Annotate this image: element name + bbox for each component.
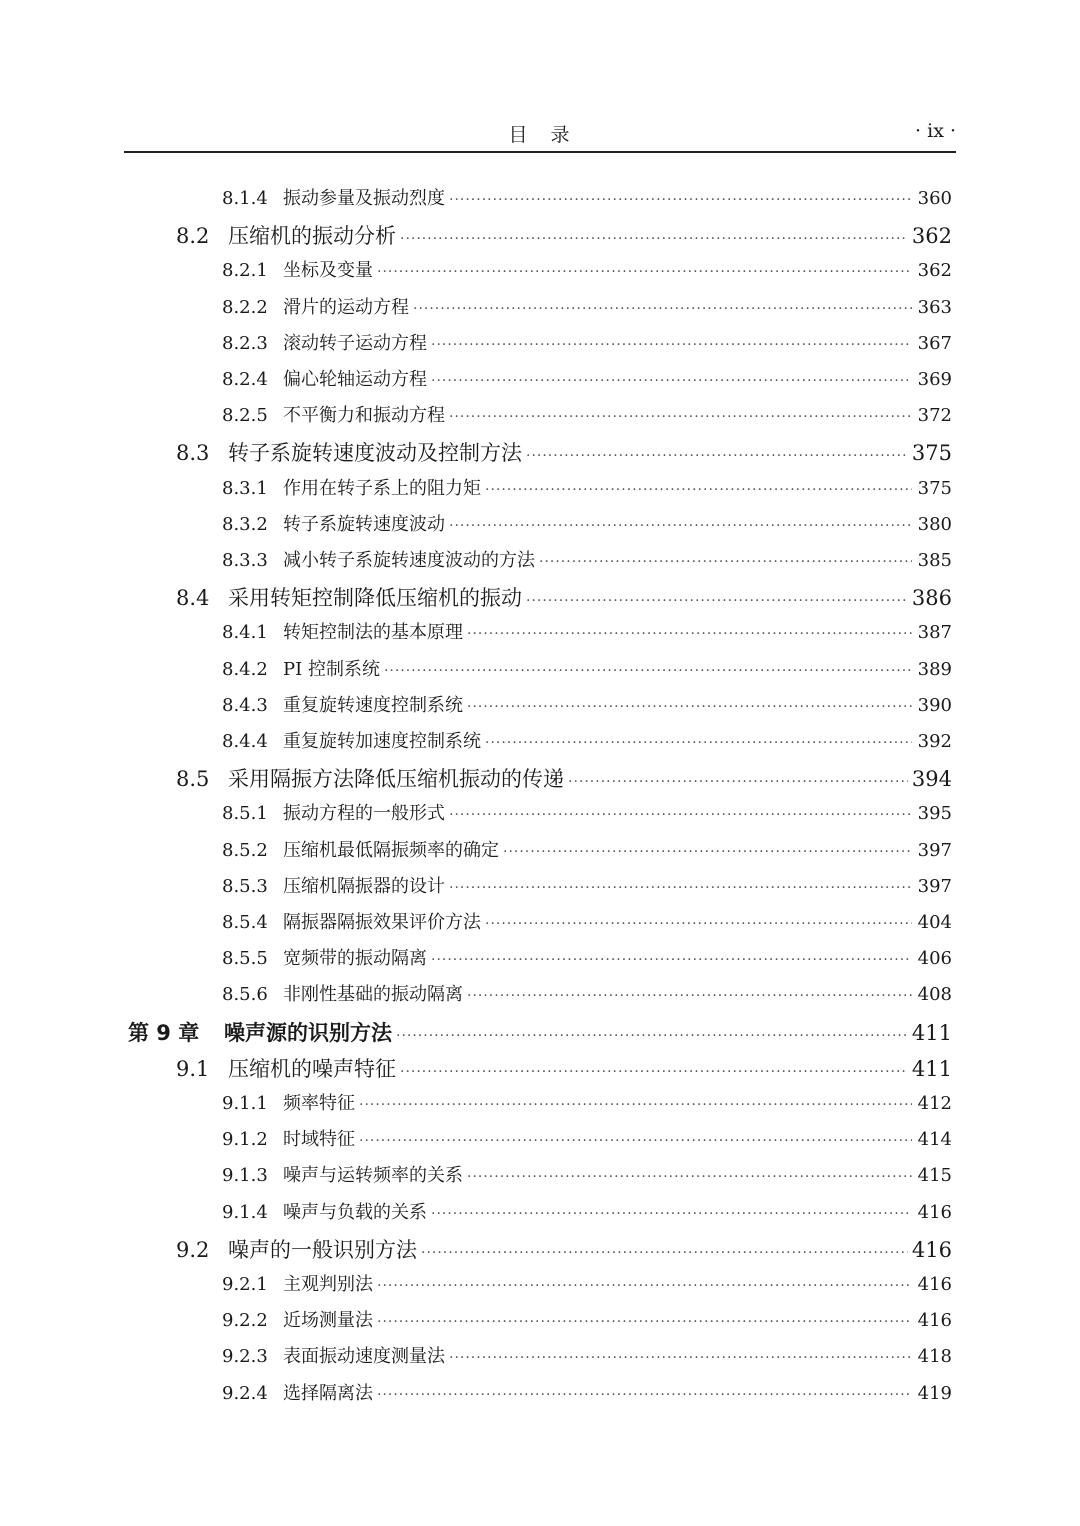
toc-entry-number: 8.2 bbox=[176, 224, 210, 249]
toc-entry-number: 8.3.2 bbox=[222, 513, 268, 535]
toc-entry-number: 8.3.1 bbox=[222, 477, 268, 499]
toc-entry-title: 主观判别法 bbox=[283, 1274, 373, 1295]
toc-dot-leader bbox=[359, 1133, 912, 1149]
toc-entry-page: 375 bbox=[917, 477, 952, 499]
toc-entry-page: 372 bbox=[917, 405, 952, 427]
toc-dot-leader bbox=[449, 192, 912, 208]
toc-entry-title: 采用隔振方法降低压缩机振动的传递 bbox=[228, 767, 564, 792]
toc-entry-title: 近场测量法 bbox=[283, 1310, 373, 1332]
toc-entry-title: 偏心轮轴运动方程 bbox=[283, 369, 427, 390]
toc-dot-leader bbox=[467, 988, 912, 1004]
toc-entry-page: 380 bbox=[917, 513, 952, 535]
toc-dot-leader bbox=[467, 699, 912, 715]
toc-entry-number: 8.5 bbox=[176, 767, 210, 792]
toc-section-entry bbox=[176, 1053, 952, 1083]
toc-entry-page: 408 bbox=[917, 984, 952, 1006]
toc-dot-leader bbox=[568, 774, 908, 790]
header-page-number: · ix · bbox=[915, 120, 956, 142]
toc-entry-page: 406 bbox=[917, 948, 952, 970]
toc-entry-page: 414 bbox=[917, 1129, 952, 1151]
toc-entry-page: 390 bbox=[917, 694, 952, 716]
toc-entry-title: 作用在转子系上的阻力矩 bbox=[283, 477, 481, 499]
toc-entry-page: 419 bbox=[917, 1382, 952, 1404]
toc-subsection-entry bbox=[222, 872, 952, 898]
toc-entry-number: 8.5.4 bbox=[222, 912, 268, 933]
toc-dot-leader bbox=[400, 231, 908, 247]
toc-entry-title: 宽频带的振动隔离 bbox=[283, 948, 427, 970]
toc-dot-leader bbox=[485, 916, 912, 932]
toc-entry-title: 非刚性基础的振动隔离 bbox=[283, 984, 463, 1006]
toc-dot-leader bbox=[526, 593, 908, 609]
toc-entry-number: 8.1.4 bbox=[222, 188, 268, 209]
toc-subsection-entry bbox=[222, 510, 952, 536]
page-header bbox=[124, 118, 956, 152]
toc-subsection-entry bbox=[222, 727, 952, 753]
toc-subsection-entry bbox=[222, 1161, 952, 1187]
toc-entry-page: 394 bbox=[911, 767, 952, 792]
toc-entry-page: 392 bbox=[917, 731, 952, 752]
toc-dot-leader bbox=[413, 301, 912, 317]
toc-entry-title: 采用转矩控制降低压缩机的振动 bbox=[228, 586, 522, 611]
toc-entry-page: 385 bbox=[917, 550, 952, 571]
toc-entry-page: 412 bbox=[917, 1093, 952, 1114]
toc-entry-title: 选择隔离法 bbox=[283, 1382, 373, 1404]
toc-entry-number: 8.5.5 bbox=[222, 948, 268, 970]
toc-subsection-entry bbox=[222, 1125, 952, 1151]
toc-subsection-entry bbox=[222, 691, 952, 717]
toc-entry-title: 压缩机最低隔振频率的确定 bbox=[283, 839, 499, 861]
toc-subsection-entry bbox=[222, 256, 952, 282]
toc-entry-page: 395 bbox=[917, 803, 952, 825]
toc-entry-number: 9.1.4 bbox=[222, 1201, 268, 1223]
toc-entry-number: 8.4.4 bbox=[222, 731, 268, 752]
toc-entry-page: 386 bbox=[911, 586, 952, 611]
toc-entry-number: 9.2 bbox=[176, 1237, 210, 1262]
toc-entry-number: 8.4.3 bbox=[222, 694, 268, 716]
toc-subsection-entry bbox=[222, 655, 952, 681]
toc-entry-number: 8.5.2 bbox=[222, 839, 268, 861]
toc-subsection-entry bbox=[222, 546, 952, 572]
toc-entry-page: 397 bbox=[917, 839, 952, 861]
toc-subsection-entry bbox=[222, 293, 952, 319]
toc-entry-title: 滚动转子运动方程 bbox=[283, 332, 427, 354]
toc-dot-leader bbox=[485, 735, 912, 751]
toc-subsection-entry bbox=[222, 836, 952, 862]
toc-entry-title: 压缩机隔振器的设计 bbox=[283, 875, 445, 897]
toc-entry-page: 404 bbox=[917, 912, 952, 933]
toc-entry-title: 重复旋转速度控制系统 bbox=[283, 694, 463, 716]
toc-entry-number: 8.2.1 bbox=[222, 260, 268, 282]
toc-entry-number: 8.2.4 bbox=[222, 369, 268, 390]
toc-entry-number: 9.1 bbox=[176, 1056, 210, 1081]
toc-dot-leader bbox=[377, 1387, 912, 1403]
toc-entry-title: 振动方程的一般形式 bbox=[283, 803, 445, 825]
toc-entry-page: 375 bbox=[911, 441, 952, 466]
toc-entry-title: 坐标及变量 bbox=[283, 260, 373, 282]
toc-entry-title: 减小转子系旋转速度波动的方法 bbox=[283, 550, 535, 571]
toc-entry-page: 418 bbox=[917, 1346, 952, 1368]
toc-dot-leader bbox=[449, 880, 912, 896]
toc-dot-leader bbox=[431, 1206, 912, 1222]
toc-entry-page: 416 bbox=[917, 1201, 952, 1223]
toc-dot-leader bbox=[485, 482, 912, 498]
toc-entry-page: 389 bbox=[917, 658, 952, 680]
toc-subsection-entry bbox=[222, 1379, 952, 1405]
toc-entry-page: 369 bbox=[917, 369, 952, 390]
toc-entry-title: 转子系旋转速度波动 bbox=[283, 513, 445, 535]
toc-entry-number: 8.3 bbox=[176, 441, 210, 466]
toc-dot-leader bbox=[377, 264, 912, 280]
toc-entry-number: 9.2.3 bbox=[222, 1346, 268, 1368]
toc-entry-number: 8.2.5 bbox=[222, 405, 268, 427]
toc-entry-page: 367 bbox=[917, 332, 952, 354]
toc-entry-title: 噪声与运转频率的关系 bbox=[283, 1165, 463, 1187]
toc-entry-page: 397 bbox=[917, 875, 952, 897]
toc-subsection-entry bbox=[222, 474, 952, 500]
toc-dot-leader bbox=[400, 1064, 908, 1080]
toc-entry-page: 415 bbox=[917, 1165, 952, 1187]
toc-dot-leader bbox=[539, 554, 912, 570]
toc-entry-title: 频率特征 bbox=[283, 1093, 355, 1114]
toc-dot-leader bbox=[384, 663, 912, 679]
toc-entry-title: 压缩机的振动分析 bbox=[228, 224, 396, 249]
toc-entry-title: 噪声源的识别方法 bbox=[224, 1020, 392, 1045]
toc-entry-title: 转子系旋转速度波动及控制方法 bbox=[228, 441, 522, 466]
toc-subsection-entry bbox=[222, 799, 952, 825]
toc-dot-leader bbox=[467, 626, 912, 642]
toc-entry-page: 387 bbox=[917, 622, 952, 644]
header-title: 目 录 bbox=[508, 124, 572, 146]
toc-section-entry bbox=[176, 220, 952, 250]
toc-entry-number: 8.4.1 bbox=[222, 622, 268, 644]
toc-entry-title: PI 控制系统 bbox=[283, 658, 380, 680]
toc-dot-leader bbox=[449, 409, 912, 425]
toc-chapter-entry bbox=[128, 1017, 952, 1047]
toc-entry-number: 9.2.1 bbox=[222, 1274, 268, 1295]
toc-entry-number: 8.3.3 bbox=[222, 550, 268, 571]
toc-entry-number: 9.2.4 bbox=[222, 1382, 268, 1404]
toc-entry-number: 9.1.3 bbox=[222, 1165, 268, 1187]
toc-entry-page: 360 bbox=[917, 188, 952, 209]
toc-entry-title: 噪声与负载的关系 bbox=[283, 1201, 427, 1223]
toc-subsection-entry bbox=[222, 1089, 952, 1115]
toc-entry-title: 表面振动速度测量法 bbox=[283, 1346, 445, 1368]
toc-section-entry bbox=[176, 1234, 952, 1264]
toc-subsection-entry bbox=[222, 401, 952, 427]
toc-entry-title: 滑片的运动方程 bbox=[283, 296, 409, 318]
toc-entry-number: 8.5.3 bbox=[222, 875, 268, 897]
toc-subsection-entry bbox=[222, 618, 952, 644]
toc-entry-page: 363 bbox=[917, 296, 952, 318]
toc-section-entry bbox=[176, 582, 952, 612]
toc-subsection-entry bbox=[222, 1270, 952, 1296]
toc-entry-number: 9.1.2 bbox=[222, 1129, 268, 1151]
toc-subsection-entry bbox=[222, 1342, 952, 1368]
toc-subsection-entry bbox=[222, 1198, 952, 1224]
toc-entry-number: 8.4 bbox=[176, 586, 210, 611]
toc-entry-page: 411 bbox=[911, 1056, 952, 1081]
toc-entry-title: 时域特征 bbox=[283, 1129, 355, 1151]
toc-subsection-entry bbox=[222, 944, 952, 970]
toc-entry-page: 416 bbox=[917, 1274, 952, 1295]
toc-section-entry bbox=[176, 763, 952, 793]
toc-dot-leader bbox=[396, 1028, 908, 1044]
toc-subsection-entry bbox=[222, 980, 952, 1006]
toc-dot-leader bbox=[359, 1097, 912, 1113]
toc-dot-leader bbox=[431, 373, 912, 389]
toc-entry-number: 8.2.3 bbox=[222, 332, 268, 354]
toc-entry-page: 362 bbox=[911, 224, 952, 249]
toc-entry-title: 隔振器隔振效果评价方法 bbox=[283, 912, 481, 933]
toc-entry-page: 411 bbox=[911, 1020, 952, 1045]
toc-dot-leader bbox=[431, 952, 912, 968]
toc-dot-leader bbox=[449, 1350, 912, 1366]
header-divider bbox=[124, 151, 956, 153]
toc-subsection-entry bbox=[222, 329, 952, 355]
toc-subsection-entry bbox=[222, 184, 952, 210]
toc-dot-leader bbox=[421, 1245, 908, 1261]
toc-entry-page: 416 bbox=[917, 1310, 952, 1332]
toc-subsection-entry bbox=[222, 1306, 952, 1332]
toc-dot-leader bbox=[431, 337, 912, 353]
toc-dot-leader bbox=[377, 1278, 912, 1294]
toc-dot-leader bbox=[467, 1169, 912, 1185]
toc-entry-number: 9.2.2 bbox=[222, 1310, 268, 1332]
toc-entry-number: 8.5.1 bbox=[222, 803, 268, 825]
toc-dot-leader bbox=[377, 1314, 912, 1330]
toc-entry-title: 不平衡力和振动方程 bbox=[283, 405, 445, 427]
toc-entry-page: 362 bbox=[917, 260, 952, 282]
toc-subsection-entry bbox=[222, 365, 952, 391]
toc-entry-number: 第 9 章 bbox=[128, 1020, 200, 1045]
toc-subsection-entry bbox=[222, 908, 952, 934]
toc-entry-number: 9.1.1 bbox=[222, 1093, 268, 1114]
toc-entry-title: 噪声的一般识别方法 bbox=[228, 1237, 417, 1262]
toc-entry-title: 压缩机的噪声特征 bbox=[228, 1056, 396, 1081]
toc-dot-leader bbox=[503, 844, 912, 860]
toc-dot-leader bbox=[449, 518, 912, 534]
toc-entry-title: 重复旋转加速度控制系统 bbox=[283, 731, 481, 752]
toc-entry-number: 8.5.6 bbox=[222, 984, 268, 1006]
toc-entry-number: 8.4.2 bbox=[222, 658, 268, 680]
toc-dot-leader bbox=[449, 807, 912, 823]
toc-dot-leader bbox=[526, 448, 908, 464]
toc-section-entry bbox=[176, 437, 952, 467]
toc-entry-title: 振动参量及振动烈度 bbox=[283, 188, 445, 209]
toc-entry-number: 8.2.2 bbox=[222, 296, 268, 318]
toc-entry-title: 转矩控制法的基本原理 bbox=[283, 622, 463, 644]
toc-entry-page: 416 bbox=[911, 1237, 952, 1262]
